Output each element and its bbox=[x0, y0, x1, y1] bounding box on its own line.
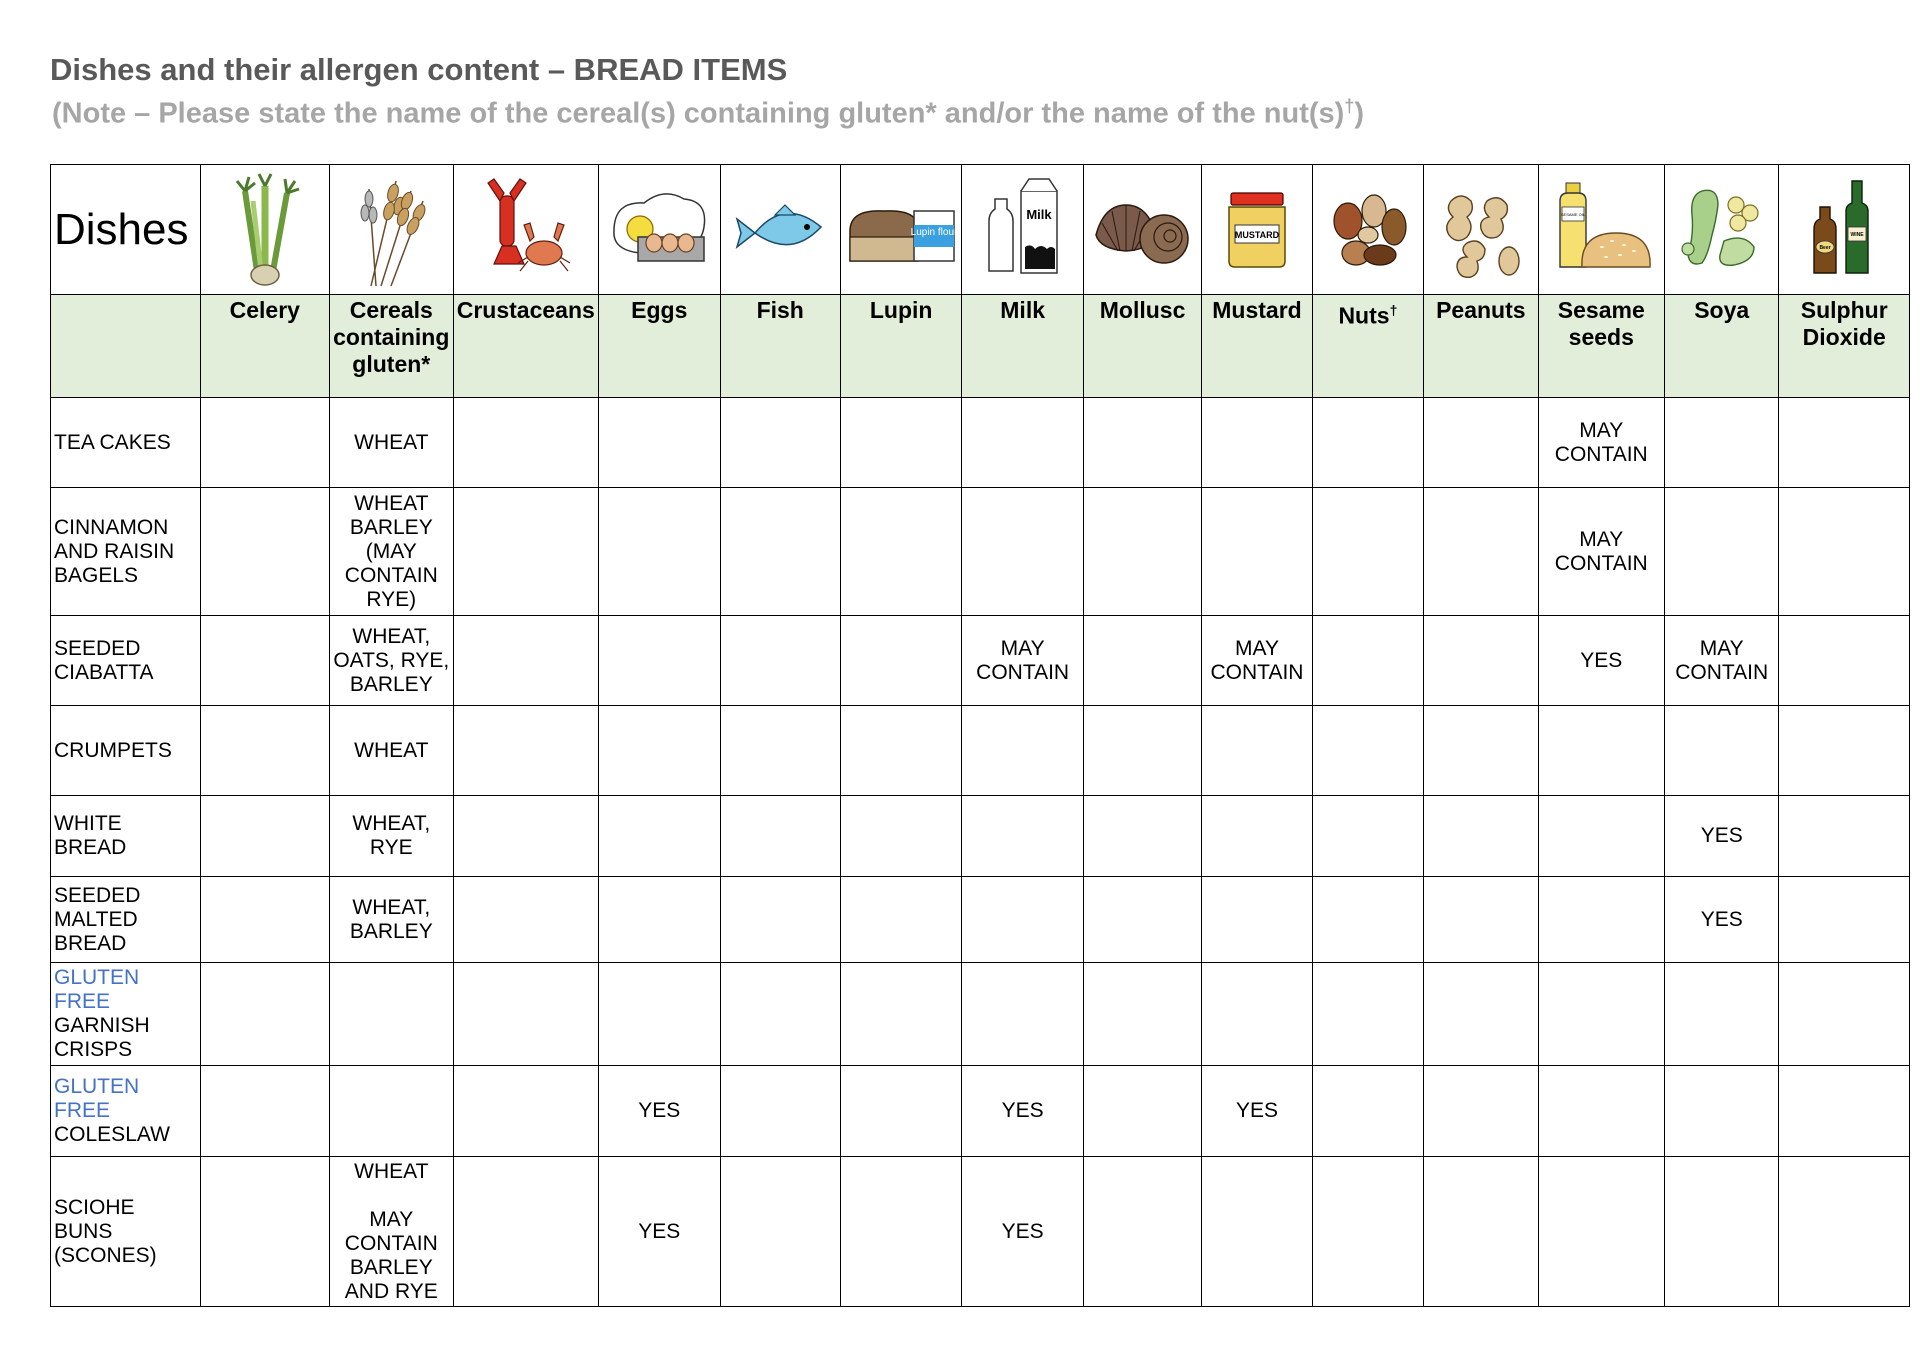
allergen-cell-mollusc bbox=[1083, 796, 1201, 877]
allergen-cell-peanuts bbox=[1424, 616, 1538, 706]
dish-name-cell bbox=[51, 1157, 201, 1307]
allergen-cell-crustaceans bbox=[453, 616, 599, 706]
dish-name: SEEDED MALTED BREAD bbox=[54, 883, 141, 955]
allergen-cell-nuts bbox=[1312, 877, 1423, 963]
table-row bbox=[51, 488, 1910, 616]
sesame-icon-cell bbox=[1538, 165, 1664, 295]
allergen-cell-mollusc bbox=[1083, 706, 1201, 796]
allergen-cell-nuts bbox=[1312, 963, 1423, 1066]
column-header-nuts bbox=[1312, 295, 1423, 398]
dish-name: CINNAMON AND RAISIN BAGELS bbox=[54, 515, 175, 587]
lupin-icon-text: Lupin flour bbox=[910, 226, 958, 238]
allergen-cell-soya bbox=[1665, 1157, 1779, 1307]
allergen-cell-celery bbox=[200, 398, 329, 488]
icon-row bbox=[51, 165, 1910, 295]
allergen-value: WHEAT bbox=[354, 738, 429, 762]
allergen-cell-celery bbox=[200, 706, 329, 796]
allergen-value: WHEAT MAY CONTAIN BARLEY AND RYE bbox=[344, 1159, 438, 1303]
allergen-cell-sulphur bbox=[1779, 706, 1910, 796]
allergen-cell-mustard bbox=[1202, 796, 1312, 877]
page-title: Dishes and their allergen content – BREAD ITEMS bbox=[50, 52, 788, 87]
allergen-cell-lupin bbox=[840, 796, 961, 877]
dish-name-cell bbox=[51, 796, 201, 877]
column-header-crustaceans: Crustaceans bbox=[453, 295, 599, 398]
allergen-cell-mollusc bbox=[1083, 1066, 1201, 1157]
dish-name: TEA CAKES bbox=[54, 430, 171, 454]
allergen-cell-crustaceans bbox=[453, 877, 599, 963]
allergen-cell-mustard bbox=[1202, 488, 1312, 616]
allergen-cell-cereals bbox=[330, 796, 453, 877]
allergen-cell-peanuts bbox=[1424, 1066, 1538, 1157]
allergen-cell-sulphur bbox=[1779, 1157, 1910, 1307]
dish-name: SEEDED CIABATTA bbox=[54, 636, 154, 684]
allergen-cell-celery bbox=[200, 796, 329, 877]
soya-icon bbox=[1672, 171, 1772, 289]
allergen-cell-celery bbox=[200, 963, 329, 1066]
allergen-cell-lupin bbox=[840, 1157, 961, 1307]
allergen-cell-sulphur bbox=[1779, 616, 1910, 706]
allergen-value: WHEAT, OATS, RYE, BARLEY bbox=[333, 624, 450, 696]
allergen-cell-milk bbox=[962, 616, 1083, 706]
allergen-value: YES bbox=[1235, 1099, 1279, 1122]
allergen-cell-milk bbox=[962, 796, 1083, 877]
dish-name-cell bbox=[51, 616, 201, 706]
allergen-cell-lupin bbox=[840, 706, 961, 796]
table-row bbox=[51, 963, 1910, 1066]
nuts-label: Nuts bbox=[1338, 302, 1390, 329]
column-header-eggs: Eggs bbox=[599, 295, 720, 398]
allergen-cell-peanuts bbox=[1424, 877, 1538, 963]
allergen-cell-sulphur bbox=[1779, 796, 1910, 877]
column-header-fish: Fish bbox=[720, 295, 840, 398]
allergen-value: YES bbox=[1700, 907, 1743, 931]
allergen-cell-crustaceans bbox=[453, 1066, 599, 1157]
crustaceans-icon-cell bbox=[453, 165, 599, 295]
allergen-cell-eggs bbox=[599, 1066, 720, 1157]
allergen-cell-eggs bbox=[599, 963, 720, 1066]
milk-icon-cell bbox=[962, 165, 1083, 295]
allergen-cell-sesame bbox=[1538, 706, 1664, 796]
mustard-jar-icon bbox=[1207, 171, 1307, 289]
beer-icon-text: Beer bbox=[1819, 244, 1831, 251]
allergen-cell-lupin bbox=[840, 877, 961, 963]
allergen-cell-sulphur bbox=[1779, 1066, 1910, 1157]
allergen-cell-milk bbox=[962, 1157, 1083, 1307]
table-row bbox=[51, 877, 1910, 963]
sesame-oil-bread-icon bbox=[1546, 171, 1656, 289]
allergen-cell-crustaceans bbox=[453, 398, 599, 488]
allergen-cell-eggs bbox=[599, 616, 720, 706]
allergen-cell-fish bbox=[720, 1066, 840, 1157]
allergen-cell-sesame bbox=[1538, 616, 1664, 706]
allergen-cell-celery bbox=[200, 616, 329, 706]
dish-name-cell bbox=[51, 1066, 201, 1157]
allergen-value: YES bbox=[1700, 824, 1743, 847]
allergen-cell-mollusc bbox=[1083, 398, 1201, 488]
column-header-milk: Milk bbox=[962, 295, 1083, 398]
allergen-cell-sesame bbox=[1538, 1066, 1664, 1157]
eggs-icon bbox=[604, 171, 714, 289]
allergen-cell-crustaceans bbox=[453, 706, 599, 796]
allergen-cell-sesame bbox=[1538, 398, 1664, 488]
dish-name: SCIOHE BUNS (SCONES) bbox=[54, 1195, 157, 1267]
allergen-value: MAY CONTAIN bbox=[976, 636, 1070, 684]
allergen-cell-sesame bbox=[1538, 1157, 1664, 1307]
dish-name-cell bbox=[51, 398, 201, 488]
peanuts-icon-cell bbox=[1424, 165, 1538, 295]
allergen-cell-milk bbox=[962, 706, 1083, 796]
celery-icon bbox=[215, 171, 315, 289]
allergen-cell-mustard bbox=[1202, 706, 1312, 796]
allergen-cell-cereals bbox=[330, 1157, 453, 1307]
column-header-mollusc: Mollusc bbox=[1083, 295, 1201, 398]
dish-name-cell bbox=[51, 963, 201, 1066]
dish-name-cell bbox=[51, 488, 201, 616]
allergen-names-row bbox=[51, 295, 1910, 398]
blank-header-cell bbox=[51, 295, 201, 398]
allergen-cell-nuts bbox=[1312, 488, 1423, 616]
allergen-cell-eggs bbox=[599, 877, 720, 963]
allergen-cell-sulphur bbox=[1779, 877, 1910, 963]
dish-name-cell bbox=[51, 877, 201, 963]
table-row bbox=[51, 1066, 1910, 1157]
allergen-cell-mollusc bbox=[1083, 963, 1201, 1066]
allergen-cell-soya bbox=[1665, 1066, 1779, 1157]
allergen-value: YES bbox=[1001, 1099, 1044, 1122]
allergen-cell-soya bbox=[1665, 398, 1779, 488]
allergen-cell-nuts bbox=[1312, 1066, 1423, 1157]
fish-icon bbox=[725, 171, 835, 289]
allergen-cell-eggs bbox=[599, 796, 720, 877]
allergen-cell-eggs bbox=[599, 488, 720, 616]
allergen-cell-sesame bbox=[1538, 796, 1664, 877]
allergen-value: WHEAT, RYE bbox=[352, 812, 431, 859]
allergen-cell-peanuts bbox=[1424, 488, 1538, 616]
allergen-cell-nuts bbox=[1312, 398, 1423, 488]
allergen-cell-crustaceans bbox=[453, 963, 599, 1066]
sulphur-icon-cell bbox=[1779, 165, 1910, 295]
allergen-cell-mustard bbox=[1202, 963, 1312, 1066]
allergen-value: MAY CONTAIN bbox=[1675, 636, 1769, 684]
fish-icon-cell bbox=[720, 165, 840, 295]
allergen-cell-milk bbox=[962, 488, 1083, 616]
peanuts-icon bbox=[1431, 171, 1531, 289]
allergen-cell-sulphur bbox=[1779, 398, 1910, 488]
allergen-value: WHEAT BARLEY (MAY CONTAIN RYE) bbox=[344, 491, 438, 611]
allergen-cell-peanuts bbox=[1424, 963, 1538, 1066]
allergen-cell-cereals bbox=[330, 963, 453, 1066]
allergen-cell-peanuts bbox=[1424, 706, 1538, 796]
allergen-cell-mollusc bbox=[1083, 616, 1201, 706]
allergen-cell-peanuts bbox=[1424, 398, 1538, 488]
mustard-icon-cell bbox=[1202, 165, 1312, 295]
gluten-free-label: GLUTEN FREE bbox=[54, 1075, 140, 1122]
allergen-value: YES bbox=[638, 1219, 681, 1243]
allergen-cell-soya bbox=[1665, 488, 1779, 616]
mustard-icon-text: MUSTARD bbox=[1234, 229, 1280, 240]
allergen-cell-nuts bbox=[1312, 616, 1423, 706]
column-header-mustard: Mustard bbox=[1202, 295, 1312, 398]
allergen-cell-lupin bbox=[840, 963, 961, 1066]
allergen-value: MAY CONTAIN bbox=[1554, 527, 1648, 575]
soya-icon-cell bbox=[1665, 165, 1779, 295]
allergen-cell-cereals bbox=[330, 1066, 453, 1157]
dish-name: GARNISH CRISPS bbox=[54, 1014, 150, 1061]
allergen-value: YES bbox=[1580, 648, 1623, 672]
allergen-cell-lupin bbox=[840, 1066, 961, 1157]
allergen-cell-cereals bbox=[330, 706, 453, 796]
celery-icon-cell bbox=[200, 165, 329, 295]
allergen-cell-milk bbox=[962, 398, 1083, 488]
dishes-header: Dishes bbox=[51, 165, 201, 295]
table-row bbox=[51, 398, 1910, 488]
allergen-cell-soya bbox=[1665, 706, 1779, 796]
wheat-icon bbox=[341, 171, 441, 289]
allergen-cell-mustard bbox=[1202, 1157, 1312, 1307]
column-header-cereals: Cereals containing gluten* bbox=[330, 295, 453, 398]
allergen-cell-mollusc bbox=[1083, 488, 1201, 616]
allergen-cell-fish bbox=[720, 398, 840, 488]
allergen-cell-eggs bbox=[599, 706, 720, 796]
column-header-soya: Soya bbox=[1665, 295, 1779, 398]
table-row bbox=[51, 616, 1910, 706]
allergen-cell-fish bbox=[720, 1157, 840, 1307]
allergen-cell-peanuts bbox=[1424, 1157, 1538, 1307]
eggs-icon-cell bbox=[599, 165, 720, 295]
wine-icon-text: WINE bbox=[1850, 231, 1864, 238]
lupin-flour-icon bbox=[844, 171, 958, 289]
note-text: (Note – Please state the name of the cereal(s) containing gluten* and/or the name of the nut(s) bbox=[52, 97, 1345, 130]
allergen-cell-lupin bbox=[840, 616, 961, 706]
table-row bbox=[51, 1157, 1910, 1307]
allergen-cell-mollusc bbox=[1083, 877, 1201, 963]
dish-name: COLESLAW bbox=[54, 1123, 170, 1146]
note-end: ) bbox=[1354, 97, 1365, 130]
allergen-cell-soya bbox=[1665, 616, 1779, 706]
allergen-value: YES bbox=[1001, 1219, 1044, 1243]
allergen-value: MAY CONTAIN bbox=[1210, 636, 1304, 684]
allergen-cell-mustard bbox=[1202, 1066, 1312, 1157]
column-header-sesame: Sesame seeds bbox=[1538, 295, 1664, 398]
allergen-cell-nuts bbox=[1312, 796, 1423, 877]
gluten-free-label: GLUTEN FREE bbox=[54, 966, 140, 1013]
allergen-cell-celery bbox=[200, 1066, 329, 1157]
allergen-cell-eggs bbox=[599, 1157, 720, 1307]
beer-wine-icon bbox=[1794, 171, 1894, 289]
column-header-sulphur: Sulphur Dioxide bbox=[1779, 295, 1910, 398]
allergen-cell-fish bbox=[720, 488, 840, 616]
allergen-cell-fish bbox=[720, 796, 840, 877]
column-header-celery: Celery bbox=[200, 295, 329, 398]
milk-icon bbox=[973, 171, 1073, 289]
allergen-cell-cereals bbox=[330, 877, 453, 963]
nuts-dagger: † bbox=[1389, 302, 1398, 318]
allergen-value: YES bbox=[638, 1099, 681, 1122]
allergen-cell-lupin bbox=[840, 398, 961, 488]
dish-name: WHITE BREAD bbox=[54, 812, 127, 859]
allergen-cell-mustard bbox=[1202, 877, 1312, 963]
allergen-cell-fish bbox=[720, 616, 840, 706]
allergen-cell-fish bbox=[720, 706, 840, 796]
lupin-icon-cell bbox=[840, 165, 961, 295]
allergen-cell-soya bbox=[1665, 877, 1779, 963]
allergen-cell-sesame bbox=[1538, 488, 1664, 616]
allergen-cell-celery bbox=[200, 1157, 329, 1307]
lobster-crab-icon bbox=[476, 171, 576, 289]
allergen-cell-soya bbox=[1665, 796, 1779, 877]
allergen-cell-cereals bbox=[330, 488, 453, 616]
wheat-icon-cell bbox=[330, 165, 453, 295]
allergen-cell-lupin bbox=[840, 488, 961, 616]
dish-name: CRUMPETS bbox=[54, 738, 172, 762]
allergen-cell-mollusc bbox=[1083, 1157, 1201, 1307]
allergen-cell-sesame bbox=[1538, 963, 1664, 1066]
allergen-cell-nuts bbox=[1312, 706, 1423, 796]
allergen-cell-peanuts bbox=[1424, 796, 1538, 877]
page-note bbox=[52, 96, 1364, 131]
table-row bbox=[51, 796, 1910, 877]
allergen-cell-crustaceans bbox=[453, 796, 599, 877]
allergen-cell-celery bbox=[200, 488, 329, 616]
allergen-value: WHEAT bbox=[354, 430, 429, 454]
allergen-cell-mustard bbox=[1202, 616, 1312, 706]
allergen-cell-nuts bbox=[1312, 1157, 1423, 1307]
allergen-cell-sesame bbox=[1538, 877, 1664, 963]
shells-icon bbox=[1088, 171, 1198, 289]
allergen-cell-sulphur bbox=[1779, 963, 1910, 1066]
allergen-cell-milk bbox=[962, 877, 1083, 963]
milk-icon-text: Milk bbox=[1025, 206, 1052, 222]
allergen-cell-soya bbox=[1665, 963, 1779, 1066]
allergen-cell-mustard bbox=[1202, 398, 1312, 488]
allergen-table bbox=[50, 164, 1910, 1307]
allergen-cell-crustaceans bbox=[453, 488, 599, 616]
note-dagger: † bbox=[1344, 96, 1355, 116]
allergen-cell-eggs bbox=[599, 398, 720, 488]
nuts-icon bbox=[1318, 171, 1418, 289]
allergen-cell-celery bbox=[200, 877, 329, 963]
sesame-icon-text: SESAME OIL bbox=[1561, 211, 1586, 217]
mollusc-icon-cell bbox=[1083, 165, 1201, 295]
allergen-cell-fish bbox=[720, 877, 840, 963]
nuts-icon-cell bbox=[1312, 165, 1423, 295]
column-header-lupin: Lupin bbox=[840, 295, 961, 398]
allergen-cell-milk bbox=[962, 1066, 1083, 1157]
allergen-cell-sulphur bbox=[1779, 488, 1910, 616]
allergen-cell-fish bbox=[720, 963, 840, 1066]
allergen-value: WHEAT, BARLEY bbox=[349, 895, 433, 943]
allergen-value: MAY CONTAIN bbox=[1554, 418, 1648, 466]
allergen-cell-crustaceans bbox=[453, 1157, 599, 1307]
allergen-cell-cereals bbox=[330, 616, 453, 706]
allergen-cell-cereals bbox=[330, 398, 453, 488]
allergen-cell-milk bbox=[962, 963, 1083, 1066]
dish-name-cell bbox=[51, 706, 201, 796]
table-row bbox=[51, 706, 1910, 796]
column-header-peanuts: Peanuts bbox=[1424, 295, 1538, 398]
